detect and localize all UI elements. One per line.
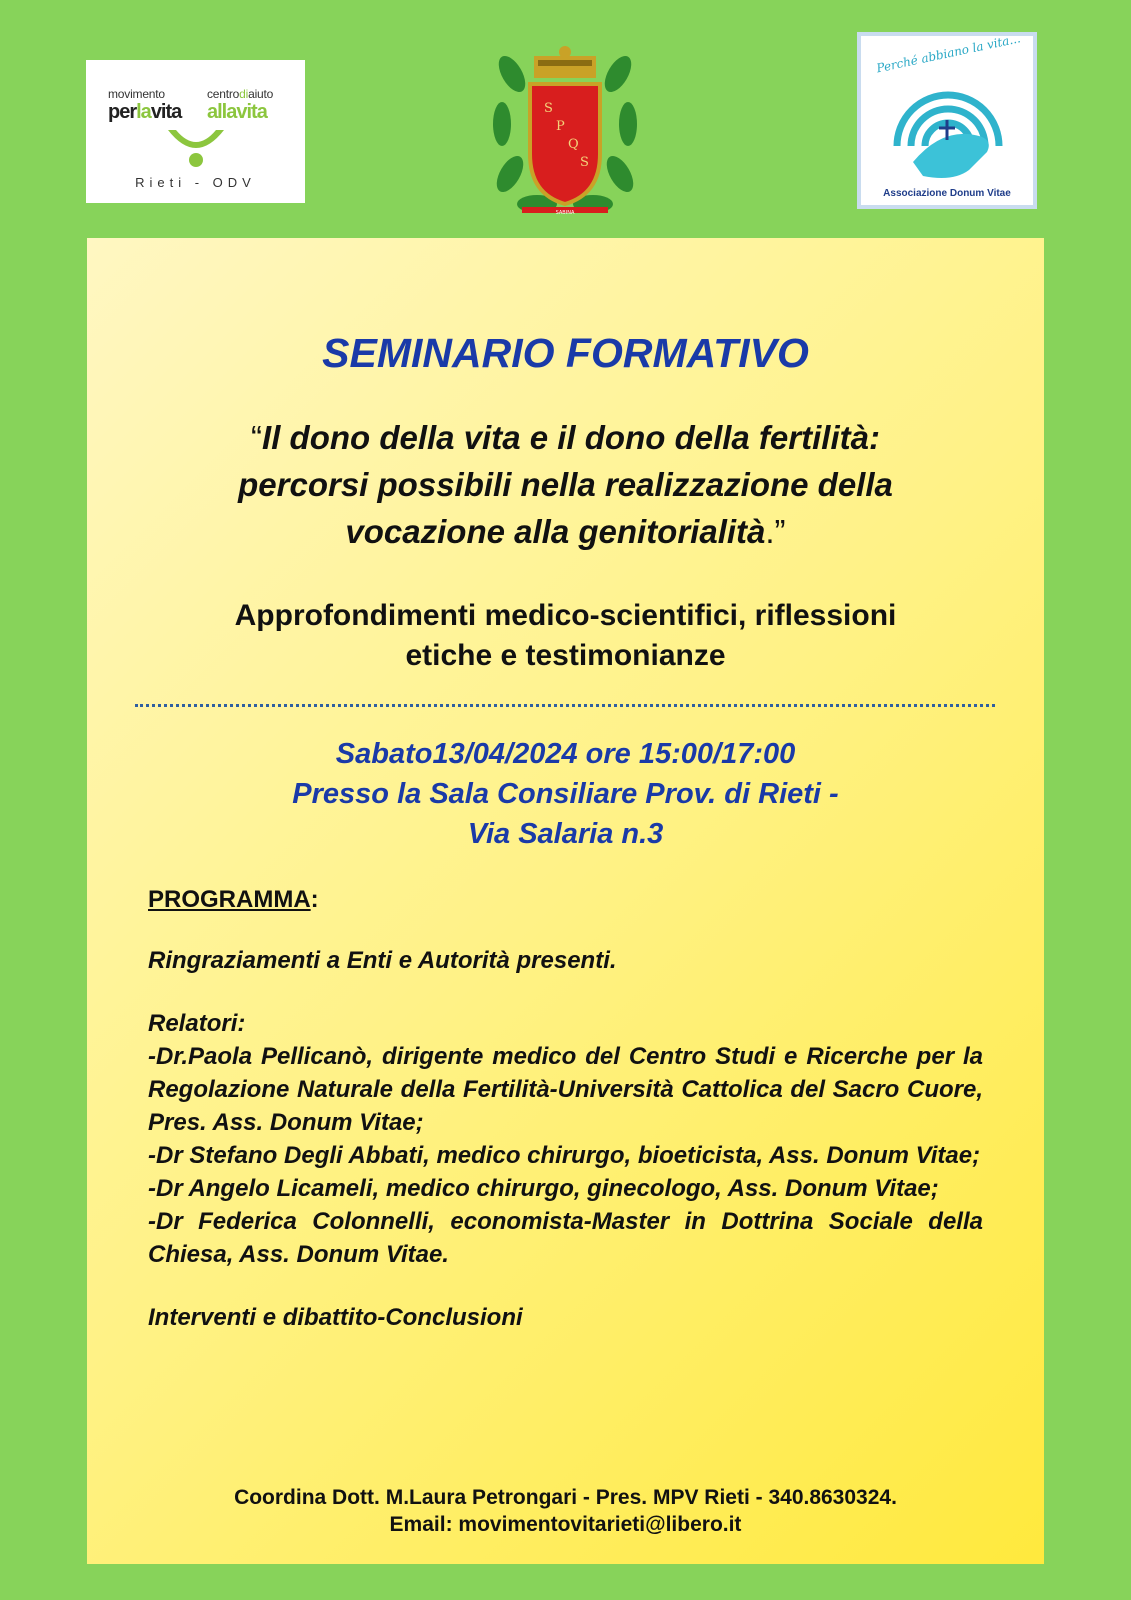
seminar-quote bbox=[87, 414, 1044, 555]
speaker-item: -Dr.Paola Pellicanò, dirigente medico del Centro Studi e Ricerche per la Regolazione Naturale della Fertilità-Università Cattolica del Sacro Cuore, Pres. Ass. Donum Vitae; bbox=[148, 1043, 983, 1136]
cav-brand bbox=[207, 88, 273, 123]
logo-movimento-per-la-vita bbox=[86, 60, 305, 203]
crest-letter: S bbox=[544, 101, 553, 116]
hands-rainbow-icon bbox=[883, 66, 1013, 184]
mpv-line1: movimento bbox=[108, 87, 165, 101]
donum-vitae-name: Associazione Donum Vitae bbox=[883, 188, 1011, 199]
crest-motto: SABINA bbox=[555, 210, 575, 216]
event-date: Sabato13/04/2024 ore 15:00/17:00 bbox=[335, 738, 796, 770]
speaker-item: -Dr Federica Colonnelli, economista-Master in Dottrina Sociale della Chiesa, Ass. Donum Vitae. bbox=[148, 1208, 983, 1268]
province-crest-icon bbox=[492, 34, 638, 222]
program-closing: Interventi e dibattito-Conclusioni bbox=[148, 1304, 523, 1331]
subtitle-line: Approfondimenti medico-scientifici, riflessioni bbox=[234, 599, 897, 632]
program-heading: PROGRAMMA: bbox=[148, 886, 319, 913]
mpv-place: Rieti - ODV bbox=[135, 175, 256, 190]
donum-vitae-motto: Perché abbiano la vita... bbox=[875, 31, 1022, 76]
event-details bbox=[87, 734, 1044, 854]
program bbox=[148, 886, 983, 1334]
crest-letter: Q bbox=[568, 137, 579, 152]
crest-letter: P bbox=[556, 119, 565, 134]
mpv-line2: perlavita bbox=[108, 101, 182, 123]
program-thanks: Ringraziamenti a Enti e Autorità presenti. bbox=[148, 947, 617, 974]
page-title: SEMINARIO FORMATIVO bbox=[322, 330, 809, 376]
speaker-item: -Dr Angelo Licameli, medico chirurgo, ginecologo, Ass. Donum Vitae; bbox=[148, 1175, 939, 1202]
person-icon bbox=[164, 126, 228, 168]
subtitle-line: etiche e testimonianze bbox=[405, 639, 726, 672]
speaker-item: -Dr Stefano Degli Abbati, medico chirurgo, bioeticista, Ass. Donum Vitae; bbox=[148, 1142, 981, 1169]
crest-letter: S bbox=[580, 155, 589, 170]
event-address: Via Salaria n.3 bbox=[467, 818, 664, 850]
coordinator-contact: Coordina Dott. M.Laura Petrongari - Pres. MPV Rieti - 340.8630324. bbox=[234, 1486, 897, 1509]
quote-line: vocazione alla genitorialità.” bbox=[345, 513, 786, 550]
cav-line2: allavita bbox=[207, 101, 267, 123]
email-contact: Email: movimentovitarieti@libero.it bbox=[389, 1513, 742, 1536]
subtitle bbox=[87, 596, 1044, 676]
speakers-label: Relatori: bbox=[148, 1010, 246, 1037]
flyer-panel bbox=[87, 238, 1044, 1564]
quote-line: “Il dono della vita e il dono della fertilità: bbox=[251, 419, 880, 456]
event-location: Presso la Sala Consiliare Prov. di Rieti - bbox=[292, 778, 839, 810]
logo-donum-vitae bbox=[857, 32, 1037, 209]
divider bbox=[135, 704, 995, 707]
quote-line: percorsi possibili nella realizzazione della bbox=[238, 466, 893, 503]
footer bbox=[87, 1484, 1044, 1538]
cav-line1: centrodiaiuto bbox=[207, 87, 274, 101]
mpv-brand bbox=[108, 88, 181, 123]
